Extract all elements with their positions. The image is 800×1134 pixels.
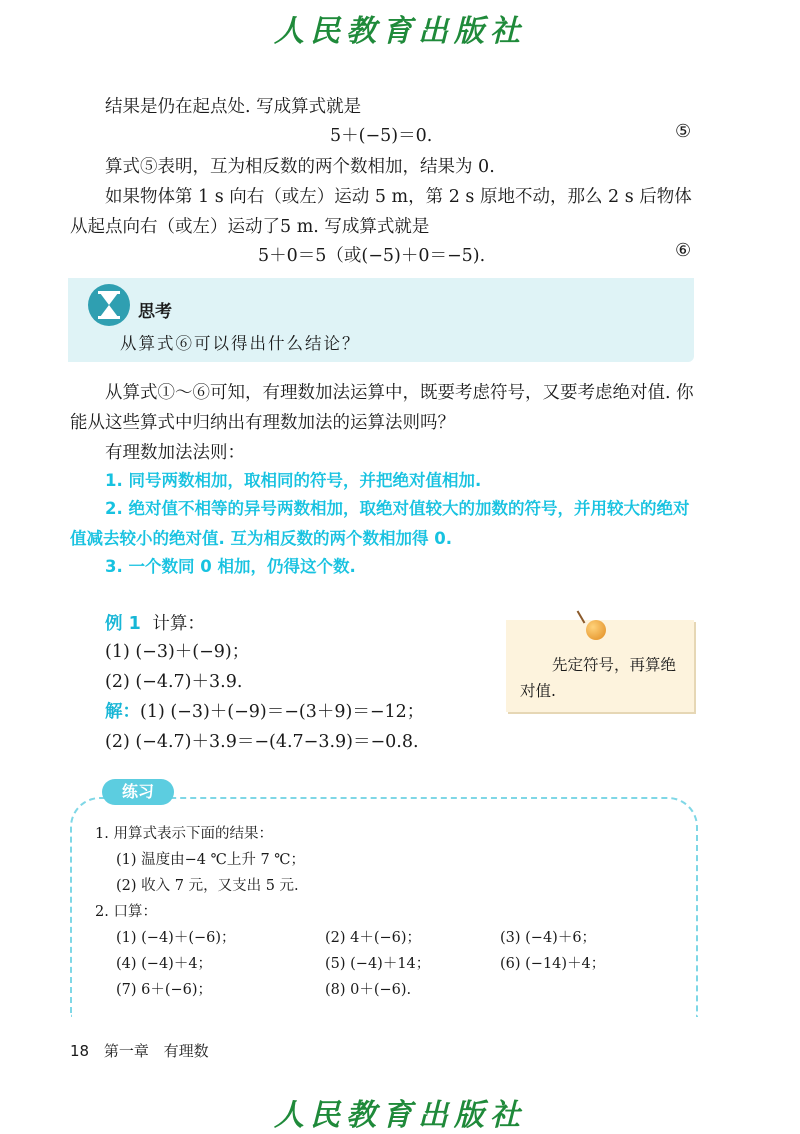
formula-6-number: ⑥ <box>675 240 692 261</box>
rules-title: 有理数加法法则： <box>105 443 245 463</box>
practice-q1-a: (1) 温度由−4 ℃上升 7 ℃； <box>116 852 306 868</box>
example-q1: (1) (−3)＋(−9)； <box>105 642 250 662</box>
formula-5-number: ⑤ <box>675 121 692 142</box>
think-title: 思考 <box>138 302 172 322</box>
publisher-footer: 人民教育出版社 <box>274 1098 526 1133</box>
example-label: 例 1 <box>105 614 141 634</box>
page-footer <box>70 1040 209 1061</box>
hint-note-text: 先定符号，再算绝对值. <box>520 656 677 700</box>
practice-tag: 练习 <box>102 779 174 805</box>
practice-item: (6) (−14)＋4； <box>500 956 606 972</box>
solution-1-text: (1) (−3)＋(−9)＝−(3＋9)＝−12； <box>140 702 425 722</box>
example-prompt: 计算： <box>152 614 205 634</box>
practice-item: (8) 0＋(−6). <box>325 982 412 998</box>
practice-q2-title: 2. 口算： <box>95 904 157 920</box>
practice-item: (1) (−4)＋(−6)； <box>116 930 236 946</box>
solution-label: 解： <box>105 702 140 722</box>
publisher-header: 人民教育出版社 <box>274 14 526 49</box>
example-q2: (2) (−4.7)＋3.9. <box>105 672 243 692</box>
hourglass-icon <box>88 284 130 326</box>
paragraph-3: 如果物体第 1 s 向右（或左）运动 5 m，第 2 s 原地不动，那么 2 s 后物体从起点向右（或左）运动了5 m. 写成算式就是 <box>70 187 692 237</box>
rule-3: 3. 一个数同 0 相加，仍得这个数. <box>105 557 356 576</box>
practice-item: (4) (−4)＋4； <box>116 956 213 972</box>
paragraph-1: 结果是仍在起点处. 写成算式就是 <box>105 97 362 117</box>
chapter-title: 有理数 <box>163 1042 209 1060</box>
rule-2: 2. 绝对值不相等的异号两数相加，取绝对值较大的加数的符号，并用较大的绝对值减去较小的绝对值. 互为相反数的两个数相加得 0. <box>70 499 690 548</box>
page-number: 18 <box>70 1042 90 1060</box>
think-question: 从算式⑥可以得出什么结论？ <box>120 334 361 353</box>
paragraph-2: 算式⑤表明，互为相反数的两个数相加，结果为 0. <box>105 157 495 177</box>
example-solution-2: (2) (−4.7)＋3.9＝−(4.7−3.9)＝−0.8. <box>105 732 419 752</box>
paragraph-4: 从算式①～⑥可知，有理数加法运算中，既要考虑符号，又要考虑绝对值. 你能从这些算式中归纳出有理数加法的运算法则吗？ <box>70 383 694 433</box>
practice-item: (3) (−4)＋6； <box>500 930 597 946</box>
rule-1: 1. 同号两数相加，取相同的符号，并把绝对值相加. <box>105 471 482 490</box>
pushpin-icon <box>586 620 606 640</box>
practice-item: (2) 4＋(−6)； <box>325 930 422 946</box>
chapter-label: 第一章 <box>103 1042 149 1060</box>
formula-5: 5＋(−5)＝0. <box>330 126 433 146</box>
practice-item: (7) 6＋(−6)； <box>116 982 213 998</box>
practice-q1-title: 1. 用算式表示下面的结果： <box>95 826 273 842</box>
formula-6: 5＋0＝5（或(−5)＋0＝−5). <box>258 246 486 266</box>
example-heading <box>105 610 205 635</box>
practice-item: (5) (−4)＋14； <box>325 956 431 972</box>
practice-q1-b: (2) 收入 7 元，又支出 5 元. <box>116 878 299 894</box>
example-solution-1 <box>105 698 424 723</box>
